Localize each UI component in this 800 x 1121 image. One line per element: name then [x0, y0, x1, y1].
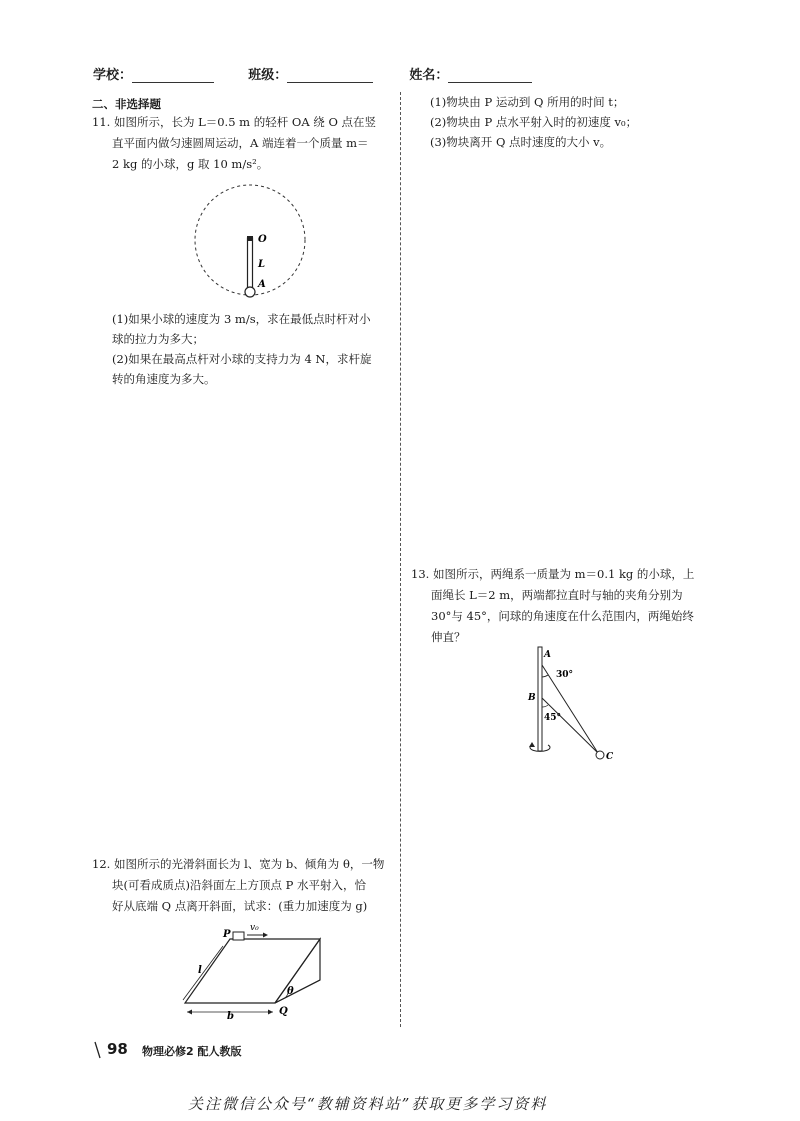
angle-arc-30 — [542, 675, 548, 677]
label-A: A — [544, 650, 551, 660]
wechat-notice: 关注微信公众号“教辅资料站”获取更多学习资料 — [188, 1095, 548, 1113]
class-field[interactable] — [287, 68, 373, 83]
angle-arc-45 — [542, 705, 548, 707]
q11-figure — [190, 178, 315, 303]
label-v0: v₀ — [250, 923, 259, 933]
q13-line-4: 伸直？ — [431, 630, 466, 644]
rope-BC — [542, 698, 598, 753]
rotation-axis — [538, 647, 542, 751]
q13-figure — [520, 645, 620, 765]
velocity-arrowhead — [263, 933, 268, 938]
dim-b-right-arrow — [268, 1010, 273, 1015]
q12-subquestions — [430, 92, 720, 152]
q13-line-1: 13. 如图所示，两绳系一质量为 m＝0.1 kg 的小球，上 — [411, 567, 695, 581]
question-12 — [92, 854, 397, 917]
rotation-arrowhead — [529, 742, 535, 747]
incline-side — [275, 939, 320, 1003]
label-P: P — [223, 929, 231, 940]
header — [93, 64, 533, 84]
q11-line-3: 2 kg 的小球，g 取 10 m/s²。 — [112, 157, 269, 171]
q11-sub1-line-1: (1)如果小球的速度为 3 m/s，求在最低点时杆对小 — [112, 312, 371, 326]
incline-surface — [185, 939, 320, 1003]
label-A: A — [258, 279, 266, 290]
q12-line-3: 好从底端 Q 点离开斜面，试求：(重力加速度为 g) — [112, 899, 368, 913]
q11-line-1: 11. 如图所示，长为 L＝0.5 m 的轻杆 OA 绕 O 点在竖 — [92, 115, 377, 129]
q13-line-3: 30°与 45°，问球的角速度在什么范围内，两绳始终 — [431, 609, 694, 623]
dim-l — [183, 946, 223, 1000]
question-11 — [92, 112, 397, 175]
q11-sub1-line-2: 球的拉力为多大； — [112, 332, 204, 346]
footer-slash — [93, 1041, 103, 1059]
label-Q: Q — [279, 1006, 288, 1017]
label-C: C — [606, 752, 614, 762]
school-label: 学校： — [93, 68, 133, 83]
label-b: b — [227, 1011, 234, 1022]
section-title: 二、非选择题 — [92, 97, 161, 111]
q12-line-1: 12. 如图所示的光滑斜面长为 l、宽为 b、倾角为 θ，一物 — [92, 857, 385, 871]
q12-sub1: (1)物块由 P 运动到 Q 所用的时间 t； — [430, 95, 625, 109]
q12-sub3: (3)物块离开 Q 点时速度的大小 v。 — [430, 135, 612, 149]
label-B: B — [528, 693, 536, 703]
label-theta: θ — [287, 986, 294, 997]
dim-b-left-arrow — [187, 1010, 192, 1015]
ball-C — [596, 751, 604, 759]
q11-sub2-line-1: (2)如果在最高点杆对小球的支持力为 4 N，求杆旋 — [112, 352, 372, 366]
label-l: l — [198, 965, 202, 976]
label-O: O — [258, 234, 267, 245]
q13-line-2: 面绳长 L＝2 m，两端都拉直时与轴的夹角分别为 — [431, 588, 683, 602]
q12-figure — [175, 918, 335, 1022]
class-label: 班级： — [248, 68, 288, 83]
q11-sub2-line-2: 转的角速度为多大。 — [112, 372, 216, 386]
label-30: 30° — [556, 670, 574, 680]
q12-sub2: (2)物块由 P 点水平射入时的初速度 v₀； — [430, 115, 638, 129]
book-title: 物理必修2 配人教版 — [142, 1045, 242, 1058]
name-field[interactable] — [448, 68, 532, 83]
label-L: L — [258, 259, 266, 270]
q11-line-2: 直平面内做匀速圆周运动，A 端连着一个质量 m＝ — [112, 136, 369, 150]
block-P — [233, 932, 244, 940]
page-number: 98 — [107, 1040, 128, 1058]
label-45: 45° — [544, 713, 562, 723]
column-divider — [400, 92, 401, 1027]
pivot-O — [247, 236, 253, 241]
q11-subquestions — [112, 309, 402, 389]
school-field[interactable] — [132, 68, 214, 83]
rod-OA — [248, 238, 253, 290]
name-label: 姓名： — [409, 68, 449, 83]
q12-line-2: 块(可看成质点)沿斜面左上方顶点 P 水平射入，恰 — [112, 878, 367, 892]
ball-A — [245, 287, 255, 297]
question-13 — [411, 564, 721, 648]
incline-base-back — [275, 980, 320, 1003]
